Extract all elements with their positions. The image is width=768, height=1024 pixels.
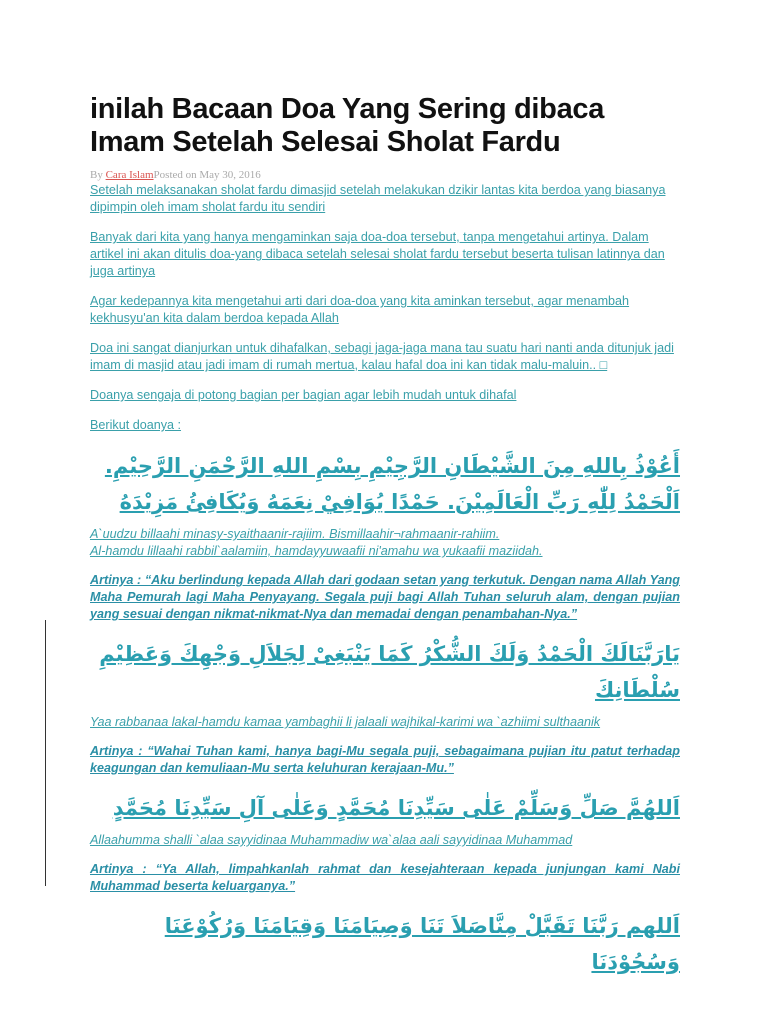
arabic-line: يَارَبَّنَالَكَ الْحَمْدُ وَلَكَ الشُّكْرُ كَمَا يَنْبَغِىْ لِجَلاَلِ وَجْهِكَ وَعَظِيْمِ سُلْطَانِكَ [99, 642, 680, 702]
posted-date: Posted on May 30, 2016 [153, 169, 261, 181]
paragraph: Berikut doanya : [90, 418, 182, 432]
arabic-line: اَلْحَمْدُ لِلّٰهِ رَبِّ الْعَالَمِيْنَ. حَمْدًا يُوَافِيْ نِعَمَهُ وَيُكَافِئُ مَزِيْدَهُ [119, 490, 680, 514]
author-link[interactable]: Cara Islam [105, 169, 154, 181]
byline [90, 169, 680, 182]
translation: Artinya : “Ya Allah, limpahkanlah rahmat dan kesejahteraan kepada junjungan kami Nabi Muhammad beserta keluarganya.” [90, 862, 680, 893]
margin-line [45, 620, 46, 886]
arabic-doa [90, 636, 680, 708]
latin-text [90, 526, 680, 560]
byline-by: By [90, 169, 106, 181]
translation: Artinya : “Wahai Tuhan kami, hanya bagi-Mu segala puji, sebagaimana pujian itu patut terhadap keagungan dan kemuliaan-Mu serta keluhuran kerajaan-Mu.” [90, 744, 680, 775]
latin-line: A`uudzu billaahi minasy-syaithaanir-rajiim. Bismillaahir¬rahmaanir-rahiim. [90, 527, 500, 541]
paragraph: Agar kedepannya kita mengetahui arti dari doa-doa yang kita aminkan tersebut, agar menambah kekhusyu'an kita dalam berdoa kepada Allah [90, 294, 630, 325]
arabic-line: أَعُوْذُ بِاللهِ مِنَ الشَّيْطَانِ الرَّجِيْمِ بِسْمِ اللهِ الرَّحْمَنِ الرَّحِيْمِ. [104, 454, 680, 478]
latin-line: Al-hamdu lillaahi rabbil`aalamiin, hamdayyuwaafii ni'amahu wa yukaafii maziidah. [90, 544, 543, 558]
latin-text: Yaa rabbanaa lakal-hamdu kamaa yambaghii li jalaali wajhikal-karimi wa `azhiimi sulthaanik [90, 715, 601, 729]
article [90, 93, 680, 986]
translation: Artinya : “Aku berlindung kepada Allah dari godaan setan yang terkutuk. Dengan nama Allah Yang Maha Pemurah lagi Maha Penyayang. Segala puji bagi Allah Tuhan seluruh alam, dengan pujian yang sesuai dengan nikmat-nikmat-Nya dan memadai dengan penambahan-Nya.” [90, 573, 680, 621]
paragraph: Banyak dari kita yang hanya mengaminkan saja doa-doa tersebut, tanpa mengetahui artinya. Dalam artikel ini akan ditulis doa-yang dibaca setelah selesai sholat fardu tersebut beserta tulisan latinnya dan juga artinya [90, 230, 665, 278]
paragraph: Doa ini sangat dianjurkan untuk dihafalkan, sebagi jaga-jaga mana tau suatu hari nanti anda ditunjuk jadi imam di masjid atau jadi imam di rumah mertua, kalau hafal doa ini kan tidak malu-maluin.. □ [90, 341, 674, 372]
paragraph: Doanya sengaja di potong bagian per bagian agar lebih mudah untuk dihafal [90, 388, 517, 402]
latin-text: Allaahumma shalli `alaa sayyidinaa Muhammadiw wa`alaa aali sayyidinaa Muhammad [90, 833, 573, 847]
paragraph: Setelah melaksanakan sholat fardu dimasjid setelah melakukan dzikir lantas kita berdoa yang biasanya dipimpin oleh imam sholat fardu itu sendiri [90, 183, 666, 214]
page-title: inilah Bacaan Doa Yang Sering dibaca Imam Setelah Selesai Sholat Fardu [90, 93, 605, 158]
arabic-doa [90, 790, 680, 826]
arabic-line: اَللهُمَّ صَلِّ وَسَلِّمْ عَلٰى سَيِّدِنَا مُحَمَّدٍ وَعَلٰى آلِ سَيِّدِنَا مُحَمَّدٍ [112, 796, 680, 820]
arabic-line: اَللهم رَبَّنَا تَقَبَّلْ مِنَّاصَلاَ تَنَا وَصِيَامَنَا وَقِيَامَنَا وَرُكُوْعَنَا وَسُجُوْدَنَا [164, 914, 680, 974]
arabic-doa [90, 908, 680, 980]
arabic-doa [90, 448, 680, 520]
